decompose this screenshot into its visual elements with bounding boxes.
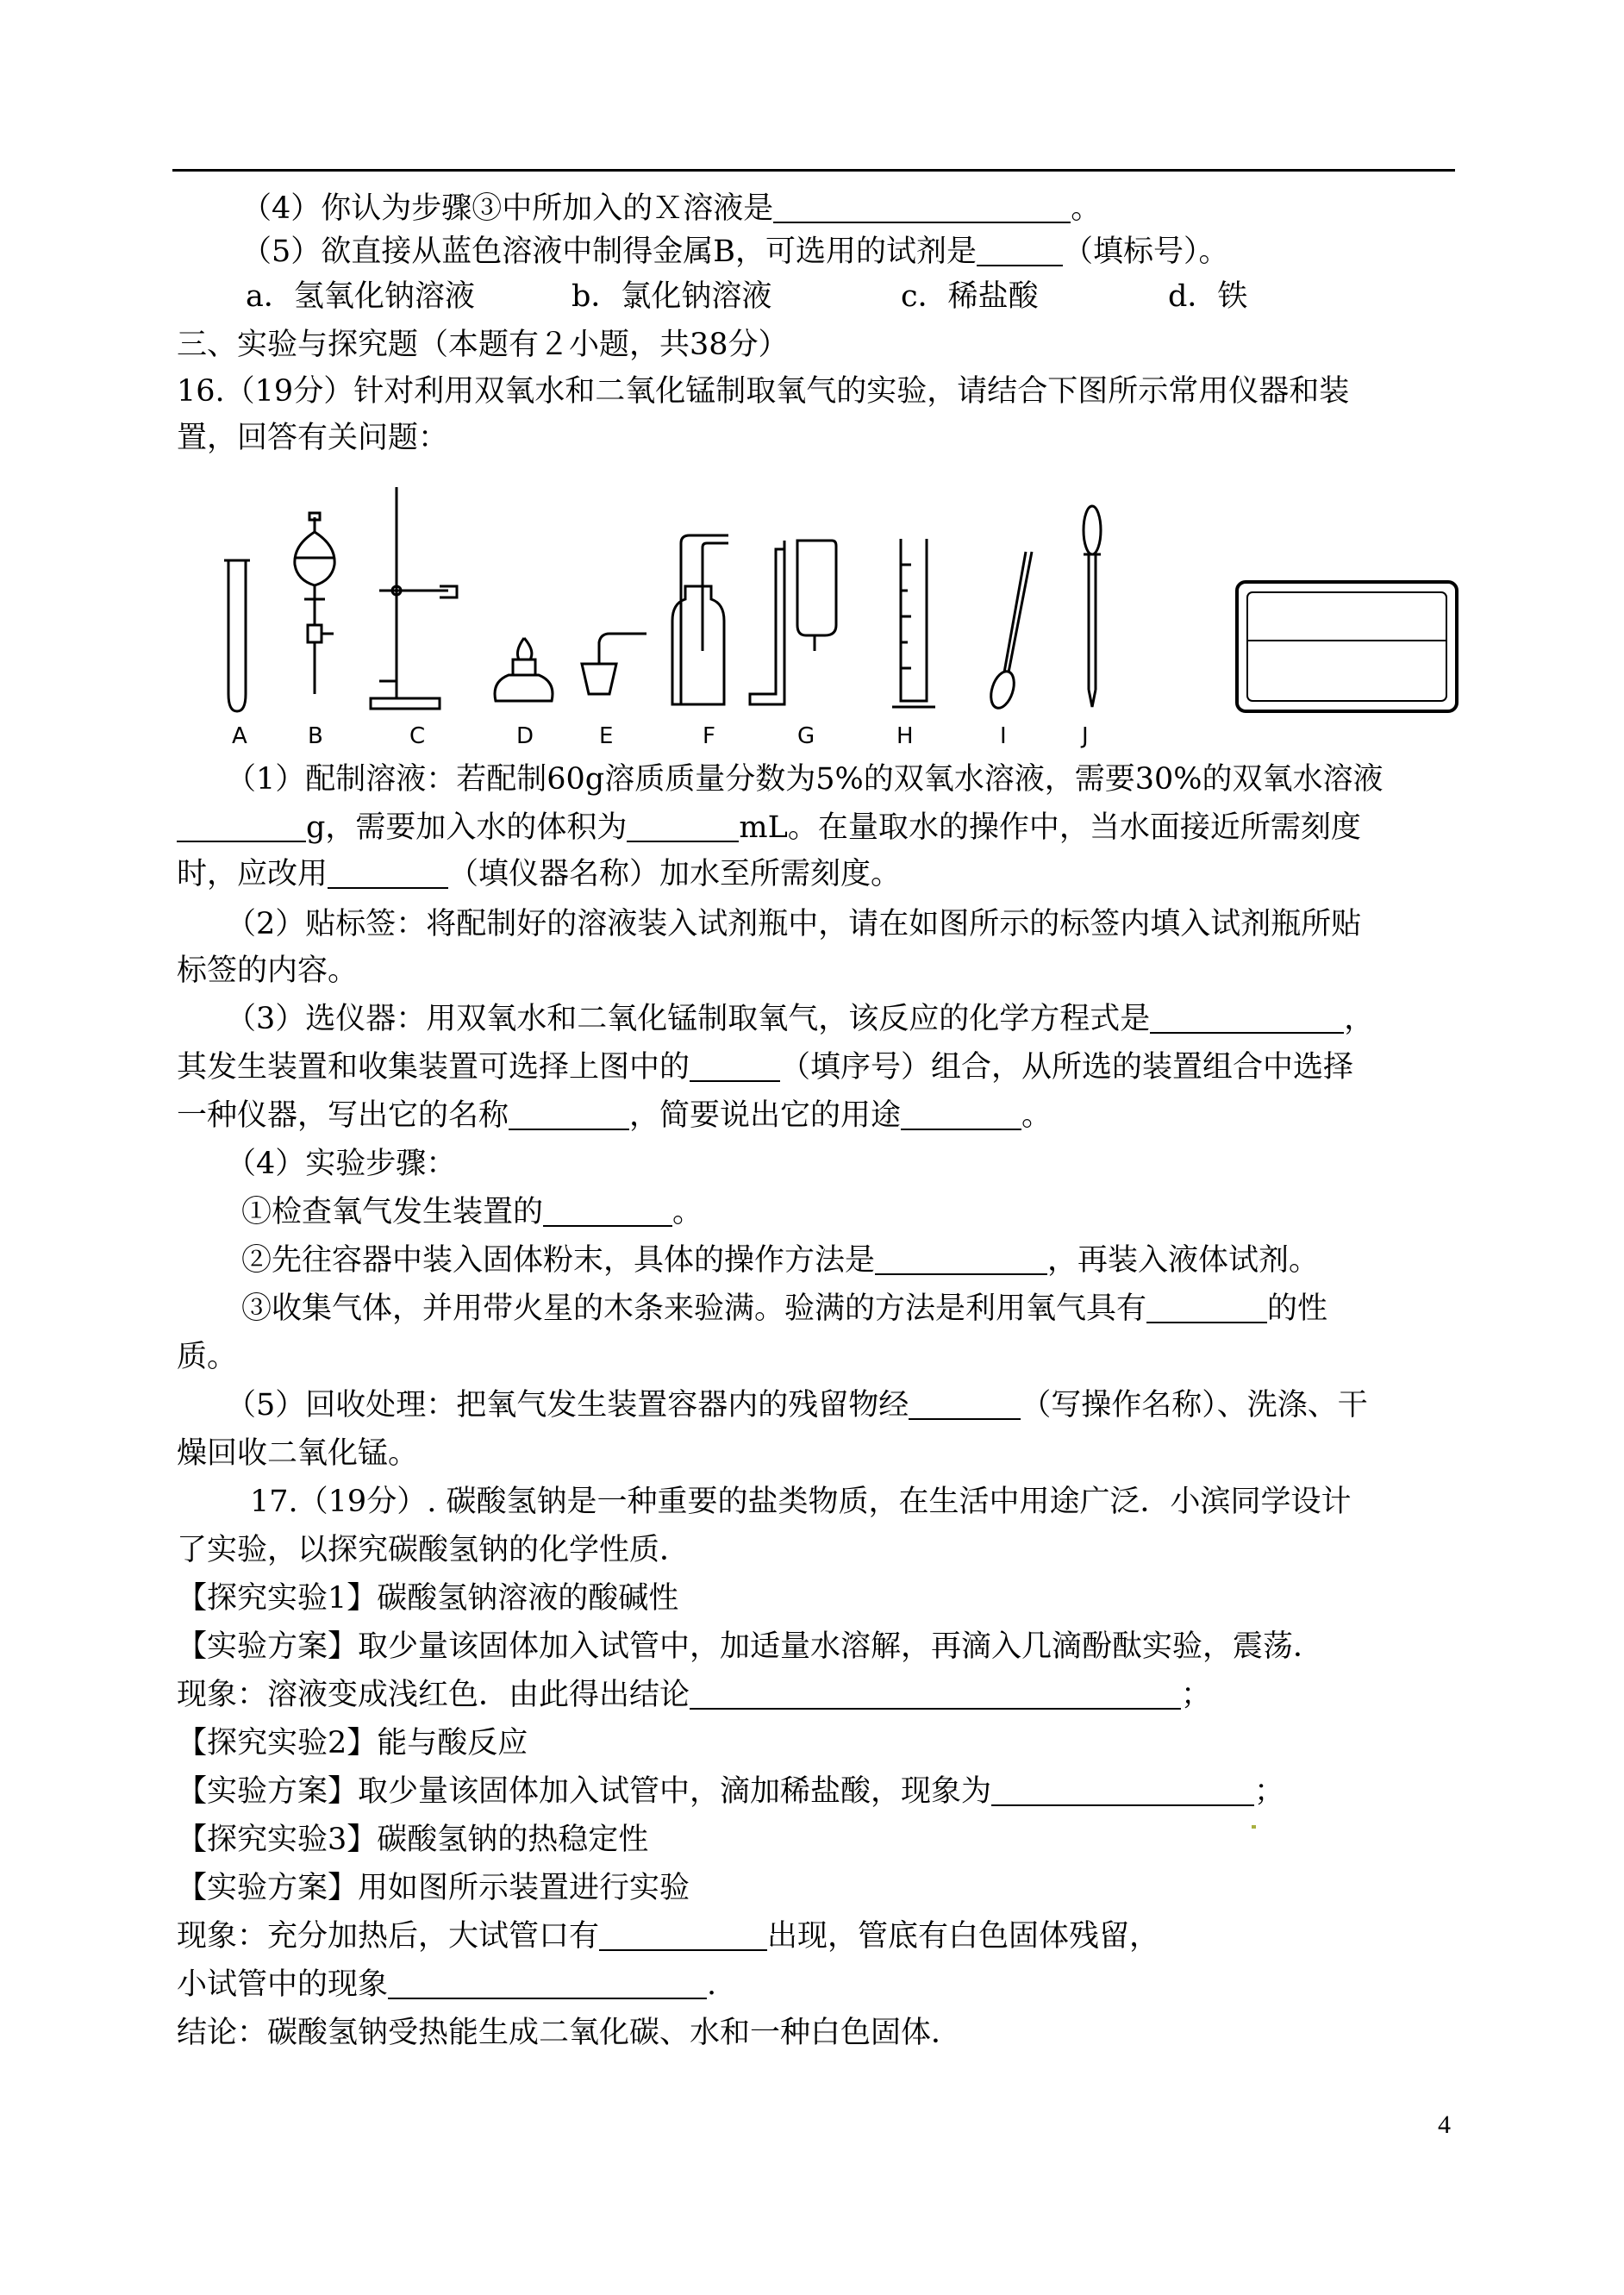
q16-part4-step3: ③收集气体，并用带火星的木条来验满。验满的方法是利用氧气具有 的性 xyxy=(241,1291,1328,1326)
figure-label-j: J xyxy=(1082,723,1089,749)
q16-part5-line2: 燥回收二氧化锰。 xyxy=(177,1436,419,1471)
option-d: d．铁 xyxy=(1168,279,1248,314)
answer-blank[interactable] xyxy=(599,1923,767,1951)
answer-blank[interactable] xyxy=(991,1779,1254,1806)
q16-part1-line3: 时，应改用 （填仪器名称）加水至所需刻度。 xyxy=(177,857,902,891)
answer-blank[interactable] xyxy=(875,1248,1047,1275)
iron-stand-icon xyxy=(371,487,457,709)
q17-exp3-observation-1: 现象：充分加热后，大试管口有 出现，管底有白色固体残留， xyxy=(177,1919,1160,1954)
question-5-options xyxy=(246,278,1247,316)
q17-exp1-heading: 【探究实验1】碳酸氢钠溶液的酸碱性 xyxy=(177,1581,679,1616)
test-tube-icon xyxy=(224,560,250,711)
q16-part3-line1: （3）选仪器：用双氧水和二氧化锰制取氧气，该反应的化学方程式是 ， xyxy=(226,1002,1375,1036)
answer-blank[interactable] xyxy=(509,1103,629,1130)
q17-exp2-heading: 【探究实验2】能与酸反应 xyxy=(177,1726,528,1760)
spoon-icon xyxy=(987,552,1032,711)
answer-blank[interactable] xyxy=(977,239,1063,266)
option-a: a．氢氧化钠溶液 xyxy=(246,279,475,314)
answer-blank[interactable] xyxy=(1146,1296,1267,1323)
figure-label-g: G xyxy=(797,723,815,749)
q16-part1-line2: g，需要加入水的体积为 mL。在量取水的操作中，当水面接近所需刻度 xyxy=(177,809,1361,847)
q16-part3-line2: 其发生装置和收集装置可选择上图中的 （填序号）组合，从所选的装置组合中选择 xyxy=(177,1050,1354,1085)
answer-blank[interactable] xyxy=(773,196,1071,223)
figure-label-a: A xyxy=(232,723,247,749)
answer-blank[interactable] xyxy=(543,1199,672,1227)
answer-blank[interactable] xyxy=(909,1392,1021,1420)
q17-intro-1: 17.（19分）. 碳酸氢钠是一种重要的盐类物质，在生活中用途广泛．小滨同学设计 xyxy=(250,1485,1352,1519)
speck-mark xyxy=(1252,1825,1256,1829)
alcohol-lamp-icon xyxy=(495,638,553,701)
q16-part4-step2: ②先往容器中装入固体粉末，具体的操作方法是 ，再装入液体试剂。 xyxy=(241,1243,1320,1278)
answer-blank[interactable] xyxy=(627,815,739,842)
reagent-label-box xyxy=(1237,582,1457,711)
figure-label-h: H xyxy=(896,723,914,749)
q16-part4-heading: （4）实验步骤： xyxy=(226,1147,457,1181)
question-4: （4）你认为步骤③中所加入的Ｘ溶液是 。 xyxy=(241,191,1102,226)
q16-part4-step1: ①检查氧气发生装置的 。 xyxy=(241,1195,703,1229)
q17-conclusion: 结论：碳酸氢钠受热能生成二氧化碳、水和一种白色固体． xyxy=(177,2016,962,2050)
figure-label-b: B xyxy=(308,723,323,749)
q16-part1-line1: （1）配制溶液：若配制60g溶质质量分数为5%的双氧水溶液，需要30%的双氧水溶液 xyxy=(226,762,1384,797)
q17-exp2-plan: 【实验方案】取少量该固体加入试管中，滴加稀盐酸，现象为 ； xyxy=(177,1774,1285,1809)
figure-label-d: D xyxy=(516,723,534,749)
q16-part3-line3: 一种仪器，写出它的名称 ，简要说出它的用途 。 xyxy=(177,1098,1052,1133)
answer-blank[interactable] xyxy=(1150,1006,1344,1034)
q17-exp3-observation-2: 小试管中的现象 . xyxy=(177,1967,717,2002)
measuring-cylinder-icon xyxy=(892,539,935,707)
q17-exp3-plan: 【实验方案】用如图所示装置进行实验 xyxy=(177,1871,690,1905)
dropper-icon xyxy=(1084,506,1101,707)
q17-intro-2: 了实验，以探究碳酸氢钠的化学性质． xyxy=(177,1533,690,1567)
inverted-bottle-icon xyxy=(750,541,836,704)
q17-exp1-plan: 【实验方案】取少量该固体加入试管中，加适量水溶解，再滴入几滴酚酞实验，震荡． xyxy=(177,1629,1324,1664)
q17-exp1-observation: 现象：溶液变成浅红色．由此得出结论 ； xyxy=(177,1678,1212,1712)
answer-blank[interactable] xyxy=(177,815,306,842)
option-c: c．稀盐酸 xyxy=(901,279,1039,314)
figure-label-i: I xyxy=(1000,723,1007,749)
stopper-tube-icon xyxy=(582,634,646,694)
figure-label-f: F xyxy=(703,723,715,749)
q16-part4-step3-cont: 质。 xyxy=(177,1340,238,1374)
figure-label-e: E xyxy=(599,723,614,749)
answer-blank[interactable] xyxy=(328,861,448,889)
q17-exp3-heading: 【探究实验3】碳酸氢钠的热稳定性 xyxy=(177,1823,649,1857)
answer-blank[interactable] xyxy=(690,1054,780,1082)
q16-part2-line2: 标签的内容。 xyxy=(177,954,359,988)
q16-intro-2: 置，回答有关问题： xyxy=(177,421,449,455)
page-number: 4 xyxy=(1438,2111,1451,2139)
apparatus-figure xyxy=(211,478,1465,759)
question-5: （5）欲直接从蓝色溶液中制得金属B，可选用的试剂是 （填标号）。 xyxy=(241,235,1229,269)
option-b: b．氯化钠溶液 xyxy=(572,279,772,314)
separatory-funnel-icon xyxy=(295,513,334,694)
figure-label-c: C xyxy=(409,723,426,749)
answer-blank[interactable] xyxy=(690,1682,1181,1710)
header-rule xyxy=(172,169,1455,172)
gas-bottle-icon xyxy=(672,535,728,704)
answer-blank[interactable] xyxy=(901,1103,1021,1130)
answer-blank[interactable] xyxy=(388,1972,707,1999)
q16-part2-line1: （2）贴标签：将配制好的溶液装入试剂瓶中，请在如图所示的标签内填入试剂瓶所贴 xyxy=(226,907,1362,941)
q16-intro-1: 16.（19分）针对利用双氧水和二氧化锰制取氧气的实验，请结合下图所示常用仪器和装 xyxy=(177,374,1350,409)
q16-part5-line1: （5）回收处理：把氧气发生装置容器内的残留物经 （写操作名称）、洗涤、干 xyxy=(226,1388,1368,1423)
section-3-heading: 三、实验与探究题（本题有２小题，共38分） xyxy=(177,328,789,362)
